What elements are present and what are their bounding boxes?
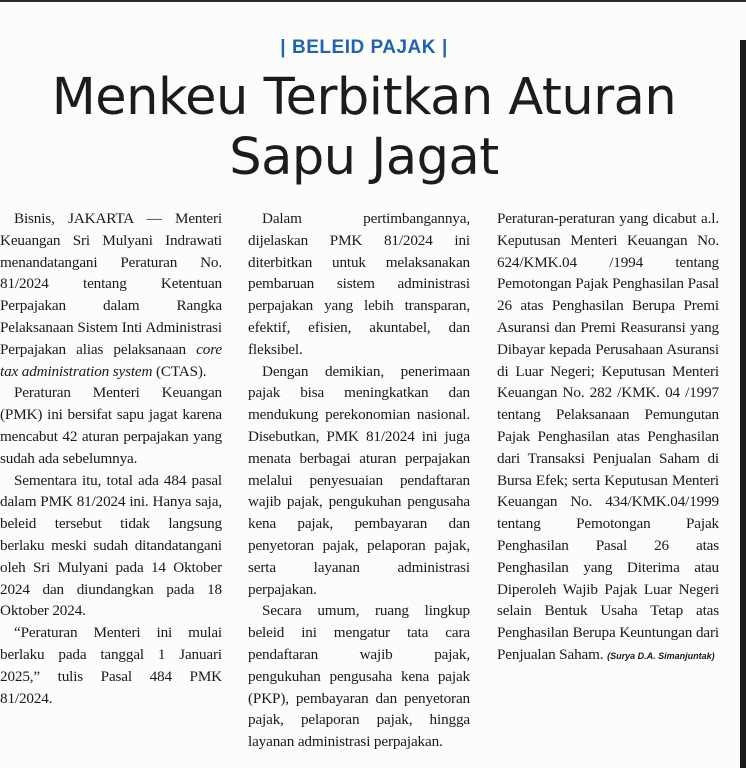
paragraph: Peraturan Menteri Keuangan (PMK) ini bersifat sapu jagat karena mencabut 42 aturan perpajakan yang sudah ada sebelumnya.	[0, 384, 222, 467]
paragraph: “Peraturan Menteri ini mulai berlaku pada tanggal 1 Januari 2025,” tulis Pasal 484 PMK 81/2024.	[0, 624, 222, 707]
paragraph: Sementara itu, total ada 484 pasal dalam PMK 81/2024 ini. Hanya saja, beleid tersebut tidak langsung berlaku meski sudah ditandatangani oleh Sri Mulyani pada 14 Oktober 2024 dan diundangkan pada 18 Oktober 2024.	[0, 471, 222, 620]
article-column-1	[0, 208, 222, 709]
paragraph: Secara umum, ruang lingkup beleid ini mengatur tata cara pendaftaran wajib pajak, pengukuhan pengusaha kena pajak (PKP), pembayaran dan penyetoran pajak, pelaporan pajak, hingga layanan administrasi perpajakan.	[248, 602, 470, 751]
paragraph-text: Peraturan-peraturan yang dicabut a.l. Keputusan Menteri Keuangan No. 624/KMK.04 /1994 tentang Pemotongan Pajak Penghasilan Pasal 26 atas Penghasilan Berupa Premi Asuransi dan Premi Reasuransi yang Dibayar kepada Perusahaan Asuransi di Luar Negeri; Keputusan Menteri Keuangan No. 282 /KMK. 04 /1997 tentang Pelaksanaan Pemungutan Pajak Penghasilan atas Penghasilan dari Transaksi Penjualan Saham di Bursa Efek; serta Keputusan Menteri Keuangan No. 434/KMK.04/1999 tentang Pemotongan Pajak Penghasilan Pasal 26 atas Penghasilan yang Diterima atau Diperoleh Wajib Pajak Luar Negeri selain Bentuk Usaha Tetap atas Penghasilan Berupa Keuntungan dari Penjualan Saham.	[497, 210, 719, 663]
paragraph-text: (CTAS).	[152, 362, 207, 380]
rubric-bar-right: |	[441, 37, 448, 58]
headline	[0, 68, 728, 188]
paragraph: Dengan demikian, penerimaan pajak bisa meningkatkan dan mendukung perekonomian nasional. Disebutkan, PMK 81/2024 ini juga menata berbagai aturan perpajakan melalui penyesuaian pendaftaran wajib pajak, pengukuhan pengusaha kena pajak, pembayaran dan penyetoran pajak, pelaporan pajak, serta layanan administrasi perpajakan.	[248, 362, 470, 598]
paragraph: Dalam pertimbangannya, dijelaskan PMK 81/2024 ini diterbitkan untuk melaksanakan pembaruan sistem administrasi perpajakan yang lebih transparan, efektif, efisien, akuntabel, dan fleksibel.	[248, 210, 470, 358]
page-edge-shadow	[740, 40, 746, 768]
section-rubric	[0, 37, 728, 59]
article-column-3	[497, 208, 719, 668]
headline-line-1: Menkeu Terbitkan Aturan	[51, 68, 677, 127]
paragraph	[0, 208, 222, 382]
paragraph-italic-term: core tax administration system	[0, 340, 222, 380]
author-byline: (Surya D.A. Simanjuntak)	[607, 650, 715, 661]
rubric-bar-left: |	[280, 37, 287, 58]
headline-line-2: Sapu Jagat	[229, 128, 499, 187]
rubric-label: BELEID PAJAK	[292, 37, 436, 58]
paragraph	[497, 208, 719, 668]
article-column-2	[248, 208, 470, 753]
top-rule	[0, 0, 746, 2]
paragraph-text: Bisnis, JAKARTA — Menteri Keuangan Sri Mulyani Indrawati menandatangani Peraturan No. 81/2024 tentang Ketentuan Perpajakan dalam Rangka Pelaksanaan Sistem Inti Administrasi Perpajakan alias pelaksanaan	[0, 210, 222, 358]
